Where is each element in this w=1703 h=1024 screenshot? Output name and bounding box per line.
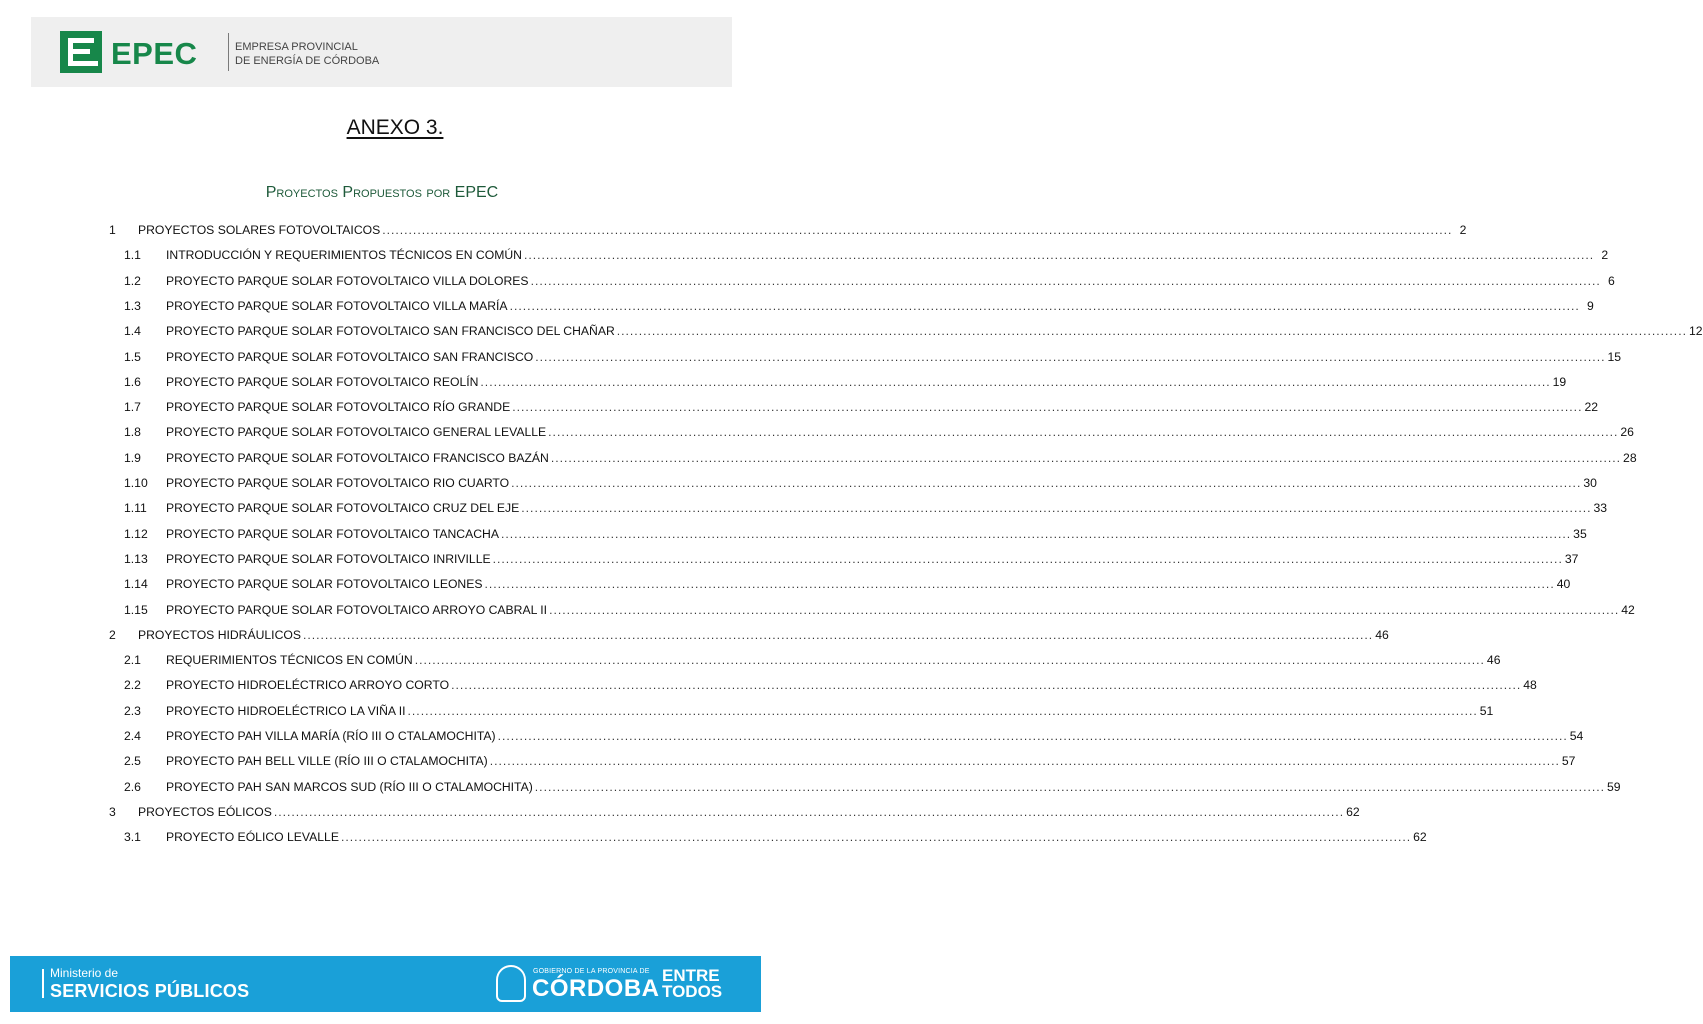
toc-entry-page: 51 (1479, 703, 1494, 718)
toc-entry-page: 2 (1601, 248, 1609, 263)
company-name-line1: EMPRESA PROVINCIAL (235, 41, 358, 53)
toc-entry-number: 1.10 (124, 476, 148, 490)
toc-entry-title: PROYECTOS EÓLICOS (138, 804, 272, 819)
toc-entry[interactable] (109, 524, 1587, 544)
toc-entry-number: 2 (109, 627, 116, 642)
toc-dot-leader (548, 422, 1618, 442)
toc-entry-page: 15 (1607, 349, 1622, 364)
toc-dot-leader (521, 498, 1591, 518)
document-footer (10, 956, 761, 1012)
toc-entry[interactable] (109, 600, 1635, 620)
toc-dot-leader (498, 726, 1568, 746)
epec-logo-icon (60, 31, 102, 73)
toc-entry-number: 2.3 (124, 703, 141, 718)
toc-entry-title: INTRODUCCIÓN Y REQUERIMIENTOS TÉCNICOS EN COMÚN (166, 248, 522, 263)
toc-entry[interactable] (109, 802, 1360, 822)
toc-dot-leader (274, 802, 1344, 822)
toc-dot-leader (535, 347, 1605, 367)
toc-entry-number: 1.5 (124, 349, 141, 364)
toc-entry-title: PROYECTO HIDROELÉCTRICO LA VIÑA II (166, 703, 406, 718)
toc-dot-leader (512, 397, 1582, 417)
toc-entry-number: 1.6 (124, 374, 141, 389)
toc-entry[interactable] (109, 473, 1597, 493)
toc-dot-leader (408, 701, 1478, 721)
toc-dot-leader (415, 650, 1485, 670)
toc-entry-title: PROYECTO PAH BELL VILLE (RÍO III O CTALAMOCHITA) (166, 754, 488, 769)
toc-entry-number: 1.9 (124, 450, 141, 465)
toc-entry-page: 28 (1623, 450, 1637, 465)
toc-entry-page: 9 (1586, 298, 1594, 313)
toc-entry[interactable] (109, 220, 1467, 240)
toc-entry-number: 2.5 (124, 754, 141, 769)
toc-entry-title: PROYECTO PARQUE SOLAR FOTOVOLTAICO INRIVILLE (166, 551, 491, 566)
toc-entry-page: 35 (1573, 526, 1587, 541)
toc-entry-number: 1.4 (124, 324, 141, 339)
toc-entry[interactable] (109, 397, 1599, 417)
toc-entry[interactable] (109, 625, 1389, 645)
toc-entry-page: 6 (1607, 273, 1615, 288)
toc-entry-page: 48 (1523, 678, 1537, 693)
toc-entry-number: 1.12 (124, 526, 148, 541)
toc-entry-number: 3 (109, 804, 116, 819)
ministry-divider (42, 969, 44, 998)
toc-entry-title: PROYECTO PARQUE SOLAR FOTOVOLTAICO SAN FRANCISCO DEL CHAÑAR (166, 324, 615, 339)
toc-entry[interactable] (109, 827, 1427, 847)
toc-entry-number: 2.1 (124, 653, 141, 668)
toc-entry-page: 33 (1593, 501, 1608, 516)
ministry-label: Ministerio de (50, 966, 119, 980)
header-divider (228, 33, 229, 71)
toc-entry-title: PROYECTO PAH VILLA MARÍA (RÍO III O CTALAMOCHITA) (166, 729, 496, 743)
toc-entry[interactable] (109, 448, 1637, 468)
toc-entry-page: 37 (1564, 551, 1579, 566)
toc-entry-number: 1.11 (124, 501, 147, 516)
toc-dot-leader (303, 625, 1373, 645)
slogan-line2: TODOS (662, 982, 723, 1001)
toc-entry[interactable] (109, 347, 1622, 367)
toc-entry[interactable] (109, 271, 1615, 291)
toc-entry-page: 54 (1569, 729, 1584, 743)
toc-dot-leader (382, 220, 1452, 240)
toc-dot-leader (493, 549, 1563, 569)
toc-dot-leader (511, 473, 1581, 493)
toc-entry[interactable] (109, 245, 1609, 265)
toc-entry-page: 57 (1561, 754, 1576, 769)
section-subtitle: Proyectos Propuestos por EPEC (265, 184, 499, 201)
slogan-line1: ENTRE (662, 966, 720, 985)
toc-entry-title: PROYECTO PARQUE SOLAR FOTOVOLTAICO VILLA DOLORES (166, 273, 529, 288)
toc-dot-leader (535, 777, 1605, 797)
toc-entry[interactable] (109, 321, 1703, 341)
toc-entry[interactable] (109, 574, 1571, 594)
company-name-line2: DE ENERGÍA DE CÓRDOBA (235, 55, 380, 67)
toc-entry-title: PROYECTO HIDROELÉCTRICO ARROYO CORTO (166, 678, 450, 693)
ministry-name: SERVICIOS PÚBLICOS (50, 981, 250, 1001)
province-name: CÓRDOBA (532, 975, 660, 1002)
toc-dot-leader (531, 271, 1601, 291)
toc-entry[interactable] (109, 726, 1584, 746)
toc-entry-title: PROYECTO PARQUE SOLAR FOTOVOLTAICO RIO CUARTO (166, 476, 510, 490)
toc-entry-page: 59 (1607, 779, 1621, 794)
toc-entry-number: 1.15 (124, 602, 148, 617)
toc-dot-leader (549, 600, 1619, 620)
government-label: GOBIERNO DE LA PROVINCIA DE (533, 968, 650, 975)
toc-entry-page: 62 (1346, 804, 1360, 819)
toc-entry-number: 1.8 (124, 425, 141, 440)
toc-dot-leader (485, 574, 1555, 594)
toc-dot-leader (341, 827, 1411, 847)
toc-entry-number: 1.14 (124, 577, 148, 592)
toc-entry-number: 1.13 (124, 551, 148, 566)
toc-entry-number: 2.2 (124, 678, 141, 693)
toc-entry-page: 62 (1413, 830, 1427, 845)
toc-entry-number: 1 (109, 223, 116, 237)
toc-dot-leader (501, 524, 1571, 544)
toc-entry-title: PROYECTO PARQUE SOLAR FOTOVOLTAICO ARROYO CABRAL II (166, 602, 548, 617)
document-header (31, 17, 732, 87)
toc-entry-number: 3.1 (124, 830, 141, 845)
toc-entry-title: PROYECTO PARQUE SOLAR FOTOVOLTAICO SAN FRANCISCO (166, 349, 534, 364)
toc-entry[interactable] (109, 675, 1537, 695)
toc-entry-page: 26 (1620, 425, 1634, 440)
toc-entry-number: 1.1 (124, 248, 141, 263)
toc-entry-title: PROYECTOS HIDRÁULICOS (138, 627, 301, 642)
toc-entry-title: PROYECTO PARQUE SOLAR FOTOVOLTAICO VILLA MARÍA (166, 298, 508, 313)
toc-entry-title: PROYECTO PARQUE SOLAR FOTOVOLTAICO REOLÍN (166, 374, 479, 389)
toc-entry-number: 1.7 (124, 400, 141, 415)
toc-entry-number: 1.2 (124, 273, 141, 288)
provincial-seal-icon (496, 965, 526, 1002)
toc-entry[interactable] (109, 422, 1634, 442)
toc-entry[interactable] (109, 498, 1608, 518)
toc-entry[interactable] (109, 549, 1579, 569)
toc-entry-page: 2 (1459, 223, 1467, 237)
toc-entry-number: 2.4 (124, 729, 141, 743)
toc-entry-title: PROYECTO PARQUE SOLAR FOTOVOLTAICO CRUZ DEL EJE (166, 501, 520, 516)
toc-entry-page: 12 (1688, 324, 1703, 339)
toc-entry-title: REQUERIMIENTOS TÉCNICOS EN COMÚN (166, 653, 413, 668)
slogan (662, 968, 722, 1000)
toc-entry-title: PROYECTO PARQUE SOLAR FOTOVOLTAICO GENERAL LEVALLE (166, 425, 547, 440)
toc-entry-page: 22 (1584, 400, 1599, 415)
annex-title: ANEXO 3. (346, 116, 444, 139)
logo-wordmark: EPEC (111, 36, 198, 71)
toc-dot-leader (551, 448, 1621, 468)
toc-dot-leader (510, 296, 1580, 316)
toc-entry[interactable] (109, 372, 1567, 392)
toc-dot-leader (524, 245, 1594, 265)
toc-entry-title: PROYECTO EÓLICO LEVALLE (166, 830, 339, 845)
toc-entry-page: 46 (1486, 653, 1501, 668)
toc-entry-title: PROYECTO PARQUE SOLAR FOTOVOLTAICO RÍO GRANDE (166, 400, 511, 415)
toc-entry-title: PROYECTO PARQUE SOLAR FOTOVOLTAICO LEONES (166, 577, 483, 592)
toc-entry[interactable] (109, 751, 1576, 771)
toc-entry[interactable] (109, 777, 1621, 797)
toc-dot-leader (480, 372, 1550, 392)
toc-entry-number: 2.6 (124, 779, 141, 794)
toc-dot-leader (617, 321, 1687, 341)
toc-entry[interactable] (109, 650, 1501, 670)
company-name (235, 40, 379, 68)
toc-entry-title: PROYECTOS SOLARES FOTOVOLTAICOS (138, 223, 381, 237)
toc-dot-leader (490, 751, 1560, 771)
toc-entry-title: PROYECTO PAH SAN MARCOS SUD (RÍO III O CTALAMOCHITA) (166, 779, 533, 794)
toc-entry-page: 42 (1621, 602, 1635, 617)
toc-entry-page: 30 (1583, 476, 1597, 490)
toc-dot-leader (451, 675, 1521, 695)
toc-entry-page: 46 (1375, 627, 1389, 642)
toc-entry-title: PROYECTO PARQUE SOLAR FOTOVOLTAICO TANCACHA (166, 526, 499, 541)
toc-entry[interactable] (109, 701, 1494, 721)
toc-entry-number: 1.3 (124, 298, 141, 313)
toc-entry[interactable] (109, 296, 1594, 316)
toc-entry-page: 19 (1552, 374, 1567, 389)
toc-entry-page: 40 (1556, 577, 1571, 592)
toc-entry-title: PROYECTO PARQUE SOLAR FOTOVOLTAICO FRANCISCO BAZÁN (166, 450, 549, 465)
